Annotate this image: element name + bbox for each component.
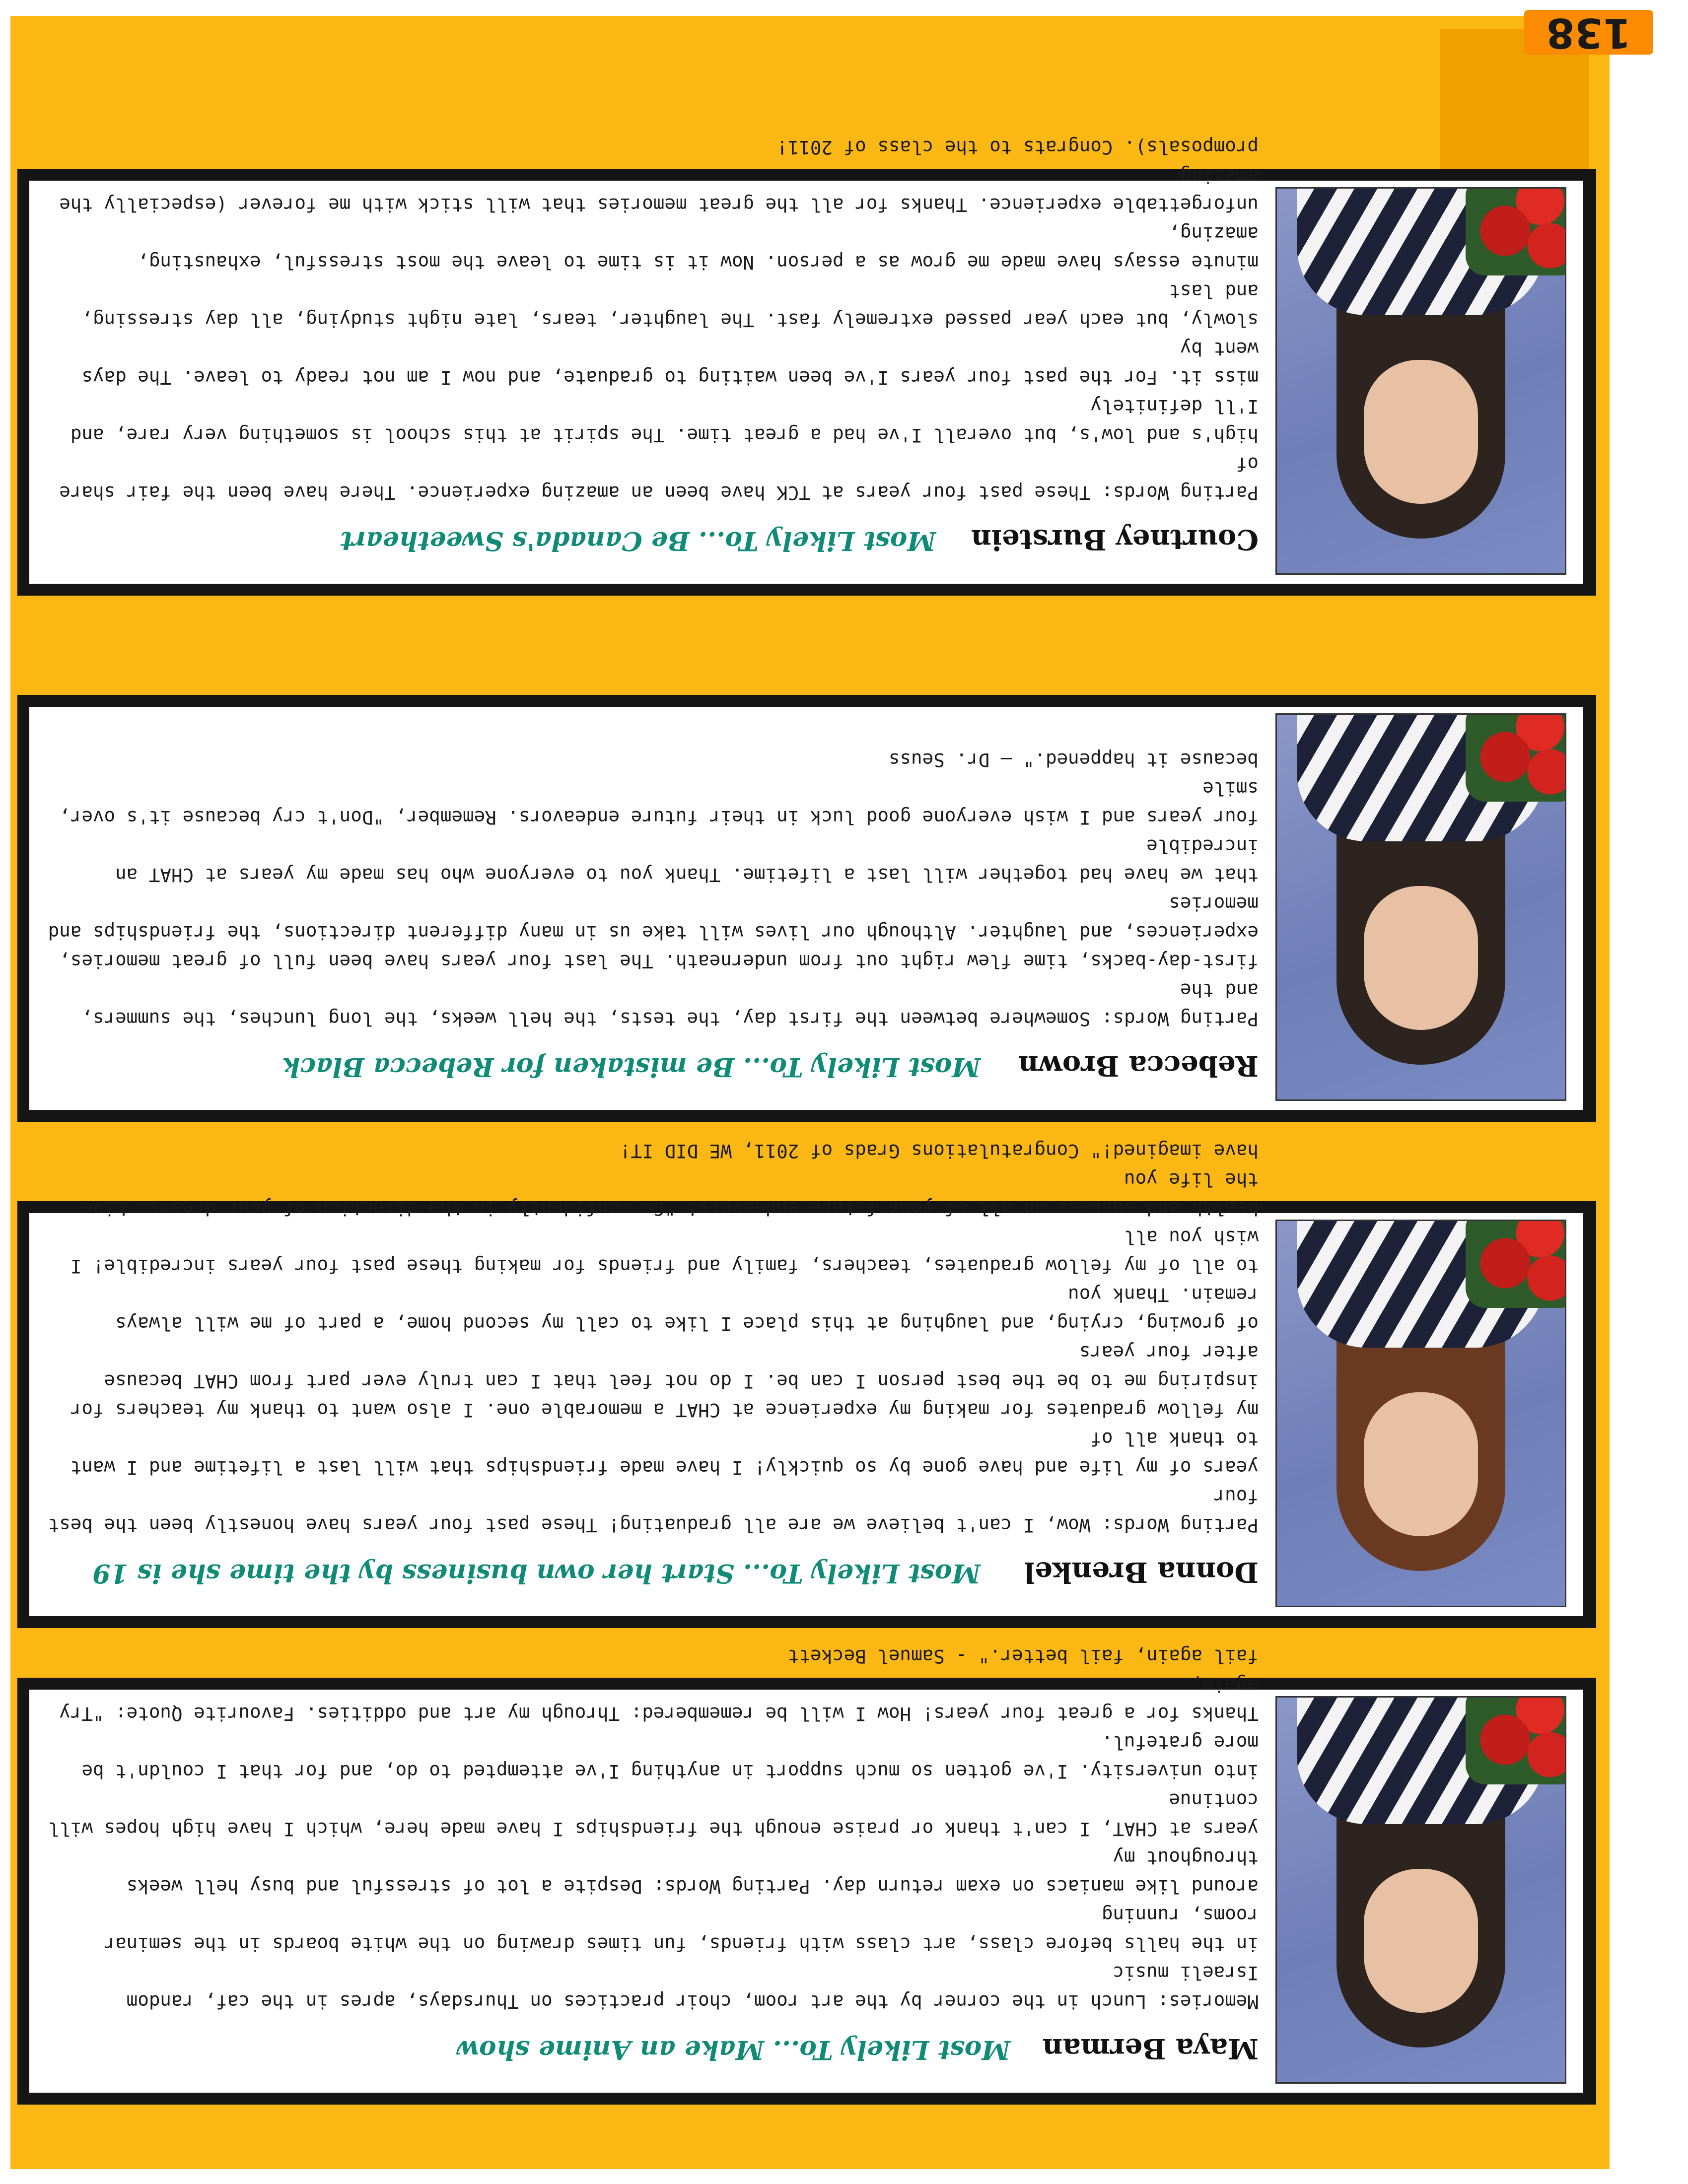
student-entry-donna-brenkel <box>17 1140 1596 1628</box>
student-text: Parting Words: Wow, I can't believe we are all graduating! These past four years have honestly been the best four years of my life and have gone by so quickly! I have made friendships that will last a lifetime and I want to thank all of my fellow graduates for making my experience at CHAT a memorable one. I also want to thank my teachers for inspiring me to be the best person I can be. I do not feel that I can truly ever part from CHAT because after four years of growing, crying, and laughing at this place I like to call my second home, a part of me will always remain. Thank you to all of my fellow graduates, teachers, family and friends for making these past four years incredible! I wish you all health and success on all of your future endeavors! "Go confidently in the direction of your dreams. Live the life you have imagined!" Congratulations Grads of 2011, WE DID IT! <box>48 1140 1259 1536</box>
student-entry-maya-berman <box>17 1645 1596 2105</box>
roses-icon <box>1466 187 1566 275</box>
student-entry-courtney-burstein <box>17 136 1596 596</box>
student-photo <box>1275 1696 1566 2084</box>
student-name: Donna Brenkel <box>1024 1556 1259 1588</box>
student-name: Rebecca Brown <box>1018 1049 1259 1082</box>
page-number: 138 <box>1524 10 1653 55</box>
student-text: Parting Words: Somewhere between the first day, the tests, the hell weeks, the long lunches, the summers, and the first-day-backs, time flew right out from underneath. The last four years have been full of great memories, experiences, and laughter. Although our lives will take us in many different directions, the friendships and memories that we have had together will last a lifetime. Thank you to everyone who has made my years at CHAT an incredible four years and I wish everyone good luck in their future endeavors. Remember, "Don't cry because it's over, smile because it happened." – Dr. Seuss <box>48 749 1259 1030</box>
most-likely-caption: Most Likely To... Make an Anime show <box>457 2035 1010 2065</box>
most-likely-caption: Most Likely To... Be Canada's Sweetheart <box>340 526 936 556</box>
student-photo <box>1275 187 1566 575</box>
student-text: Parting Words: These past four years at TCK have been an amazing experience. There have been the fair share of high's and low's, but overall I've had a great time. The spirit at this school is something very rare, and I'll definitely miss it. For the past four years I've been waiting to graduate, and now I am not ready to leave. The days went by slowly, but each year passed extremely fast. The laughter, tears, late night studying, all day stressing, and last minute essays have made me grow as a person. Now it is time to leave the most stressful, exhausting, amazing, unforgettable experience. Thanks for all the great memories that will stick with me forever (especially the amazing promposals). Congrats to the class of 2011! <box>59 136 1259 504</box>
roses-icon <box>1466 713 1566 802</box>
most-likely-caption: Most Likely To... Be mistaken for Rebecca Black <box>282 1052 981 1082</box>
student-photo <box>1275 1220 1566 1607</box>
student-entry-rebecca-brown <box>17 695 1596 1122</box>
roses-icon <box>1466 1696 1566 1784</box>
roses-icon <box>1466 1220 1566 1308</box>
student-photo <box>1275 713 1566 1101</box>
student-name: Courtney Burstein <box>971 523 1259 556</box>
student-text: Memories: Lunch in the corner by the art room, choir practices on Thursdays, apres in the caf, random Israeli music in the halls before class, art class with friends, fun times drawing on the white boards in the seminar rooms, running around like maniacs on exam return day. Parting Words: Despite a lot of stressful and busy hell weeks throughout my years at CHAT, I can't thank or praise enough the friendships I have made here, which I have high hopes will continue into university. I've gotten so much support in anything I've attempted to do, and for that I couldn't be more grateful. Thanks for a great four years! How I will be remembered: Through my art and oddities. Favourite Quote: "Try again, fail again, fail better." - Samuel Beckett <box>48 1645 1259 2013</box>
most-likely-caption: Most Likely To... Start her own business by the time she is 19 <box>92 1558 981 1588</box>
student-name: Maya Berman <box>1042 2032 1259 2065</box>
